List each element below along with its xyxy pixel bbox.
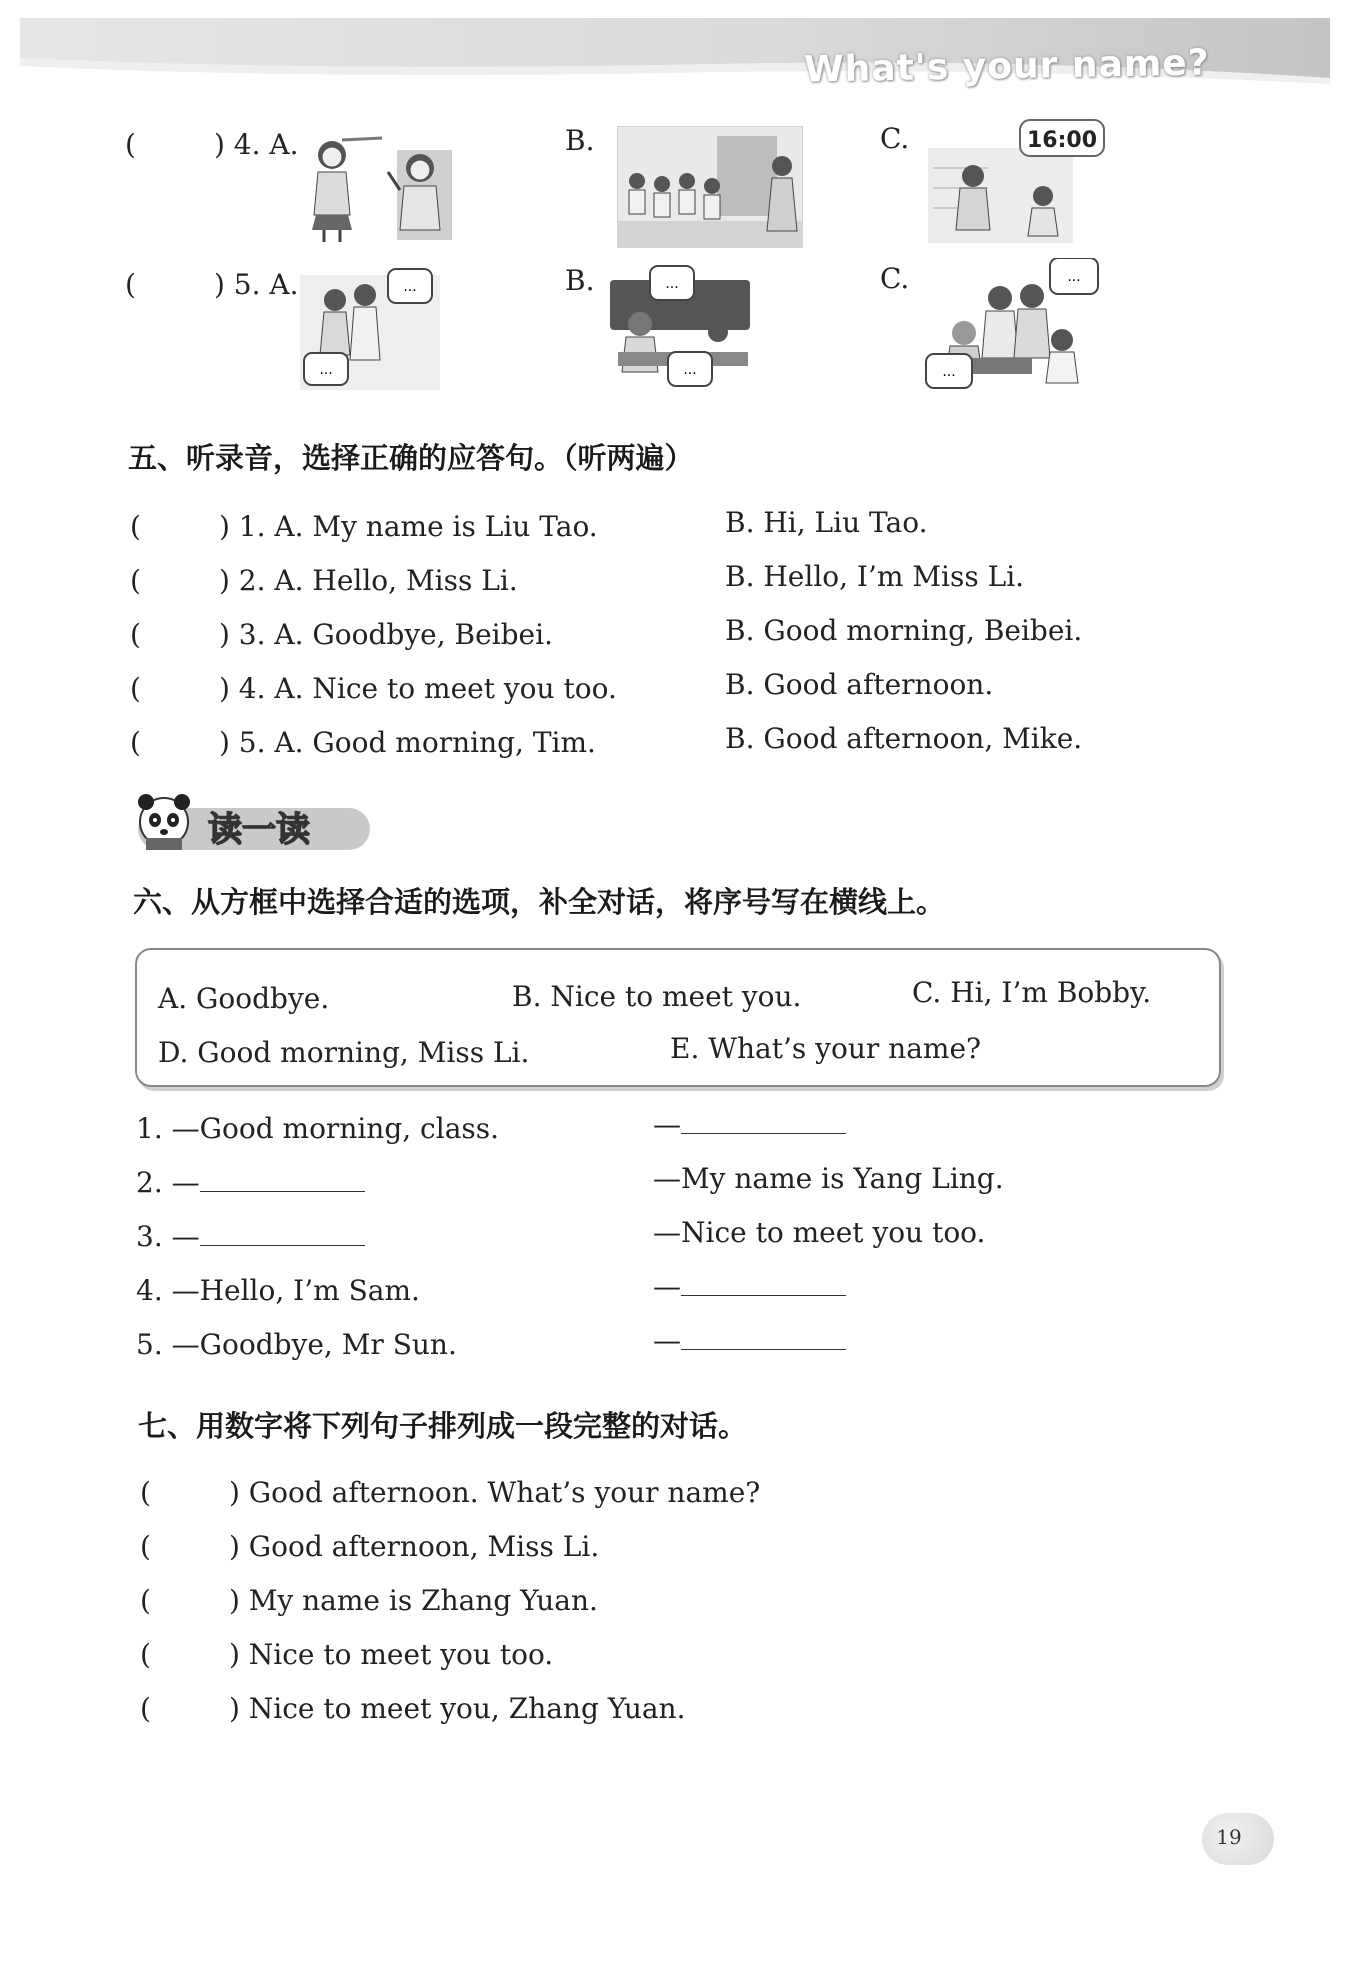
part5-item-2-b: B. Hello, I’m Miss Li.	[725, 560, 1025, 593]
part7-item-3: ( ) My name is Zhang Yuan.	[140, 1584, 598, 1617]
dialogue-5-right: —	[653, 1324, 846, 1357]
row-4-number: ( ) 4. A.	[125, 128, 299, 161]
header-title: What's your name?	[804, 42, 1211, 91]
picture-4a	[302, 130, 462, 249]
page-number: 19	[1216, 1825, 1242, 1849]
answer-blank[interactable]	[200, 1221, 365, 1246]
part7-item-4: ( ) Nice to meet you too.	[140, 1638, 554, 1671]
picture-4c	[928, 118, 1108, 247]
part5-item-5: ( ) 5. A. Good morning, Tim.	[130, 726, 596, 759]
dialogue-1-right: —	[653, 1108, 846, 1141]
dialogue-2-left: 2. —	[136, 1166, 365, 1199]
picture-5a	[300, 265, 440, 394]
speech-bubble-text: ...	[403, 279, 417, 295]
option-b: B. Nice to meet you.	[512, 980, 802, 1013]
read-section-badge	[130, 792, 375, 854]
clock-time: 16:00	[1026, 128, 1098, 153]
dialogue-1-left: 1. —Good morning, class.	[136, 1112, 500, 1145]
dialogue-5-left: 5. —Goodbye, Mr Sun.	[136, 1328, 457, 1361]
part5-item-1-b: B. Hi, Liu Tao.	[725, 506, 928, 539]
row-5-number: ( ) 5. A.	[125, 268, 299, 301]
dialogue-4-right: —	[653, 1270, 846, 1303]
part7-heading: 七、用数字将下列句子排列成一段完整的对话。	[138, 1409, 748, 1443]
speech-bubble-text: ...	[683, 362, 697, 378]
option-e: E. What’s your name?	[670, 1032, 982, 1065]
part7-item-2: ( ) Good afternoon, Miss Li.	[140, 1530, 600, 1563]
option-d: D. Good morning, Miss Li.	[158, 1036, 530, 1069]
dialogue-2-right: —My name is Yang Ling.	[653, 1162, 1004, 1195]
read-section-label: 读一读	[208, 810, 310, 850]
row-4-option-b: B.	[565, 124, 595, 157]
row-5-option-c: C.	[880, 262, 910, 295]
option-c: C. Hi, I’m Bobby.	[912, 976, 1152, 1009]
speech-bubble-text: ...	[1067, 269, 1081, 285]
dialogue-4-left: 4. —Hello, I’m Sam.	[136, 1274, 420, 1307]
part5-heading: 五、听录音，选择正确的应答句。（听两遍）	[128, 441, 694, 475]
part7-item-1: ( ) Good afternoon. What’s your name?	[140, 1476, 761, 1509]
part5-item-4: ( ) 4. A. Nice to meet you too.	[130, 672, 617, 705]
header-banner	[20, 18, 1330, 91]
part5-item-5-b: B. Good afternoon, Mike.	[725, 722, 1083, 755]
part5-item-1: ( ) 1. A. My name is Liu Tao.	[130, 510, 598, 543]
speech-bubble-text: ...	[665, 276, 679, 292]
option-a: A. Goodbye.	[158, 982, 330, 1015]
dialogue-3-right: —Nice to meet you too.	[653, 1216, 986, 1249]
picture-4b	[617, 126, 803, 252]
row-4-option-c: C.	[880, 122, 910, 155]
row-5-option-b: B.	[565, 264, 595, 297]
part5-item-3: ( ) 3. A. Goodbye, Beibei.	[130, 618, 553, 651]
picture-5c	[922, 258, 1102, 397]
answer-blank[interactable]	[681, 1109, 846, 1134]
picture-5b	[610, 262, 750, 391]
answer-blank[interactable]	[681, 1325, 846, 1350]
answer-blank[interactable]	[681, 1271, 846, 1296]
page-number-badge	[1202, 1813, 1274, 1865]
speech-bubble-text: ...	[942, 364, 956, 380]
part7-item-5: ( ) Nice to meet you, Zhang Yuan.	[140, 1692, 686, 1725]
answer-blank[interactable]	[200, 1167, 365, 1192]
part5-item-4-b: B. Good afternoon.	[725, 668, 994, 701]
part6-heading: 六、从方框中选择合适的选项，补全对话，将序号写在横线上。	[133, 885, 946, 919]
part5-item-3-b: B. Good morning, Beibei.	[725, 614, 1083, 647]
speech-bubble-text: ...	[319, 362, 333, 378]
part5-item-2: ( ) 2. A. Hello, Miss Li.	[130, 564, 518, 597]
dialogue-3-left: 3. —	[136, 1220, 365, 1253]
